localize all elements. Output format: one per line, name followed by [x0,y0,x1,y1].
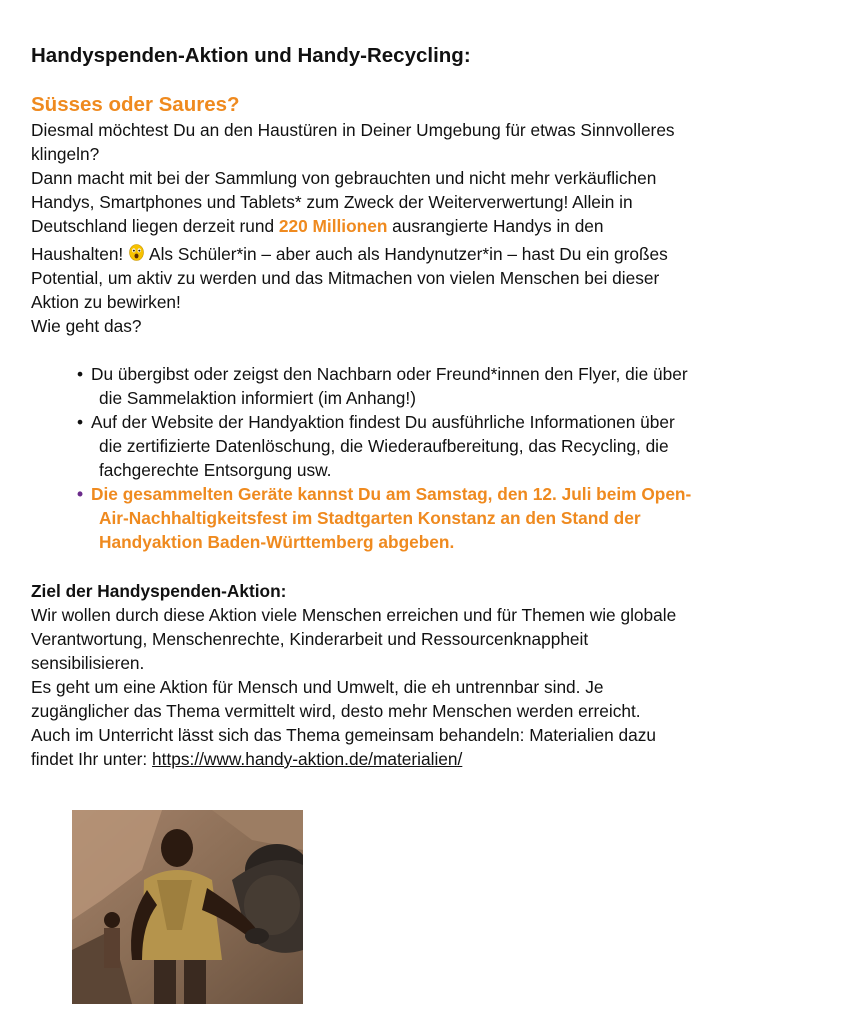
materials-link[interactable]: https://www.handy-aktion.de/materialien/ [152,749,463,769]
intro-line [31,214,821,238]
intro-line: Dann macht mit bei der Sammlung von gebrauchten und nicht mehr verkäuflichen [31,168,657,188]
mine-worker-photo [72,810,303,1004]
astonished-face-icon [129,244,144,261]
bullet-icon: • [77,412,84,432]
bullet-line: Die gesammelten Geräte kannst Du am Samstag, den 12. Juli beim Open- [91,484,692,504]
intro-line: Handys, Smartphones und Tablets* zum Zweck der Weiterverwertung! Allein in [31,192,633,212]
page-subtitle: Süsses oder Saures? [31,93,240,116]
intro-line [31,242,821,266]
intro-text: Als Schüler*in – aber auch als Handynutzer*in – hast Du ein großes [149,244,668,264]
bullet-line: die zertifizierte Datenlöschung, die Wiederaufbereitung, das Recycling, die [99,436,669,456]
goal-paragraph [31,603,821,771]
highlight-number: 220 Millionen [278,216,388,236]
intro-paragraph [31,118,821,338]
bullet-line: fachgerechte Entsorgung usw. [99,460,332,480]
intro-line: Wie geht das? [31,316,142,336]
goal-line [31,747,821,771]
list-item [77,362,817,410]
intro-line: klingeln? [31,144,100,164]
goal-line: Es geht um eine Aktion für Mensch und Umwelt, die eh untrennbar sind. Je [31,677,604,697]
intro-text: ausrangierte Handys in den [387,216,604,236]
intro-line: Potential, um aktiv zu werden und das Mitmachen von vielen Menschen bei dieser [31,268,660,288]
goal-line: Wir wollen durch diese Aktion viele Menschen erreichen und für Themen wie globale [31,605,677,625]
document-page [31,43,821,771]
bullet-line: Du übergibst oder zeigst den Nachbarn oder Freund*innen den Flyer, die über [91,364,688,384]
goal-line: sensibilisieren. [31,653,145,673]
bullet-line: Auf der Website der Handyaktion findest Du ausführliche Informationen über [91,412,675,432]
bullet-icon: • [77,364,84,384]
goal-line: Verantwortung, Menschenrechte, Kinderarbeit und Ressourcenknappheit [31,629,589,649]
intro-text: Deutschland liegen derzeit rund [31,216,279,236]
bullet-icon: • [77,484,84,504]
goal-heading: Ziel der Handyspenden-Aktion: [31,581,287,601]
intro-text: Haushalten! [31,244,124,264]
list-item [77,410,817,482]
intro-line: Diesmal möchtest Du an den Haustüren in Deiner Umgebung für etwas Sinnvolleres [31,120,675,140]
list-item [77,482,817,554]
goal-line: Auch im Unterricht lässt sich das Thema gemeinsam behandeln: Materialien dazu [31,725,656,745]
goal-line: zugänglicher das Thema vermittelt wird, desto mehr Menschen werden erreicht. [31,701,641,721]
bullet-list [77,362,817,554]
bullet-line: die Sammelaktion informiert (im Anhang!) [99,388,416,408]
bullet-line: Air-Nachhaltigkeitsfest im Stadtgarten Konstanz an den Stand der [99,508,641,528]
intro-line: Aktion zu bewirken! [31,292,181,312]
page-title: Handyspenden-Aktion und Handy-Recycling: [31,44,471,67]
bullet-line: Handyaktion Baden-Württemberg abgeben. [99,532,455,552]
goal-text: findet Ihr unter: [31,749,153,769]
